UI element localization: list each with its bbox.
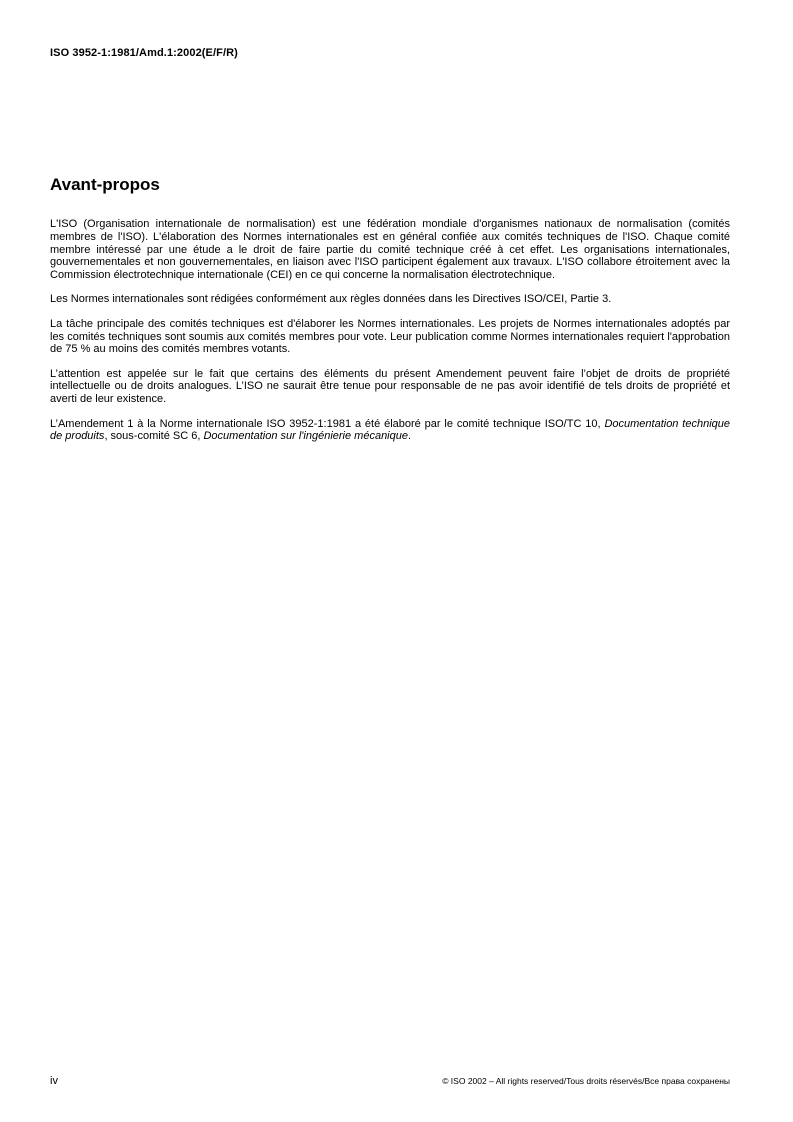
copyright-notice: © ISO 2002 – All rights reserved/Tous droits réservés/Все права сохранены xyxy=(442,1076,730,1086)
foreword-body xyxy=(50,218,730,455)
paragraph-committee-task: La tâche principale des comités techniques est d'élaborer les Normes internationales. Les projets de Normes internationales adoptés par les comités techniques sont soumis aux comités membres pour vote. Leur publication comme Normes internationales requiert l'approbation de 75 % au moins des comités membres votants. xyxy=(50,317,730,356)
section-heading: Avant-propos xyxy=(50,175,160,194)
amendment-end-text: . xyxy=(407,430,412,443)
amendment-middle-text: , sous-comité SC 6, xyxy=(104,430,204,443)
paragraph-amendment-origin xyxy=(50,418,730,444)
document-identifier: ISO 3952-1:1981/Amd.1:2002(E/F/R) xyxy=(50,47,238,59)
paragraph-iso-overview: L'ISO (Organisation internationale de normalisation) est une fédération mondiale d'organismes nationaux de normalisation (comités membres de l'ISO). L'élaboration des Normes internationales est en général confiée aux comités techniques de l'ISO. Chaque comité membre intéressé par une étude a le droit de faire partie du comité technique créé à cet effet. Les organisations internationales, gouvernementales et non gouvernementales, en liaison avec l'ISO participent également aux travaux. L'ISO collabore étroitement avec la Commission électrotechnique internationale (CEI) en ce qui concerne la normalisation électrotechnique. xyxy=(50,218,730,282)
committee-title: Documentation technique de produits xyxy=(50,417,731,443)
amendment-intro-text: L’Amendement 1 à la Norme internationale ISO 3952-1:1981 a été élaboré par le comité technique ISO/TC 10, xyxy=(50,417,605,430)
subcommittee-title: Documentation sur l'ingénierie mécanique xyxy=(203,430,408,443)
paragraph-directives: Les Normes internationales sont rédigées conformément aux règles données dans les Directives ISO/CEI, Partie 3. xyxy=(50,293,612,306)
paragraph-patent-notice: L’attention est appelée sur le fait que certains des éléments du présent Amendement peuvent faire l’objet de droits de propriété intellectuelle ou de droits analogues. L’ISO ne saurait être tenue pour responsable de ne pas avoir identifié de tels droits de propriété et averti de leur existence. xyxy=(50,367,730,406)
page-number: iv xyxy=(50,1075,58,1087)
